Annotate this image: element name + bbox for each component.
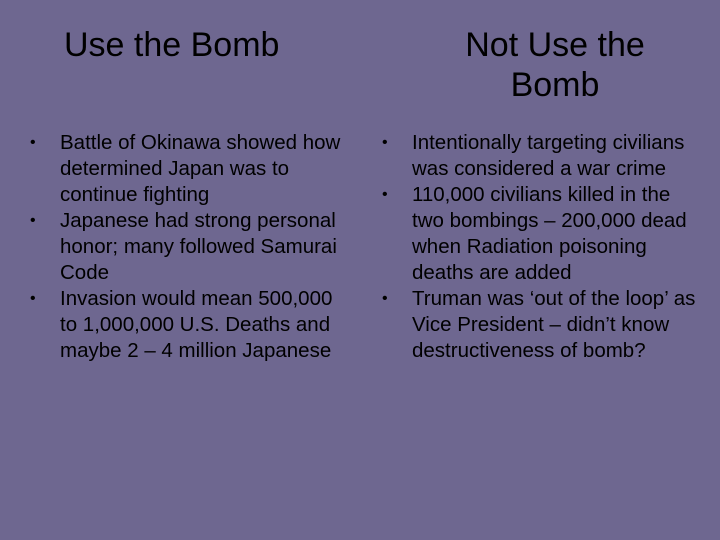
list-item <box>380 130 700 182</box>
bullet-text: Battle of Okinawa showed how determined Japan was to continue fighting <box>60 131 341 206</box>
list-item <box>28 208 348 286</box>
left-bullet-list <box>28 130 348 364</box>
list-item <box>380 286 700 364</box>
list-item <box>380 182 700 286</box>
bullet-icon: • <box>382 290 388 307</box>
bullet-text: Truman was ‘out of the loop’ as Vice President – didn’t know destructiveness of bomb? <box>412 287 696 362</box>
bullet-icon: • <box>30 290 36 307</box>
list-item <box>28 130 348 208</box>
right-bullet-list <box>380 130 700 364</box>
bullet-icon: • <box>382 186 388 203</box>
bullet-text: 110,000 civilians killed in the two bombings – 200,000 dead when Radiation poisoning deaths are added <box>412 183 687 284</box>
bullet-icon: • <box>30 134 36 151</box>
left-column-title: Use the Bomb <box>64 26 280 64</box>
list-item <box>28 286 348 364</box>
bullet-text: Invasion would mean 500,000 to 1,000,000 U.S. Deaths and maybe 2 – 4 million Japanese <box>60 287 333 362</box>
bullet-icon: • <box>382 134 388 151</box>
bullet-text: Japanese had strong personal honor; many followed Samurai Code <box>60 209 337 284</box>
right-column-title: Not Use the Bomb <box>465 26 645 104</box>
bullet-text: Intentionally targeting civilians was considered a war crime <box>412 131 685 180</box>
bullet-icon: • <box>30 212 36 229</box>
